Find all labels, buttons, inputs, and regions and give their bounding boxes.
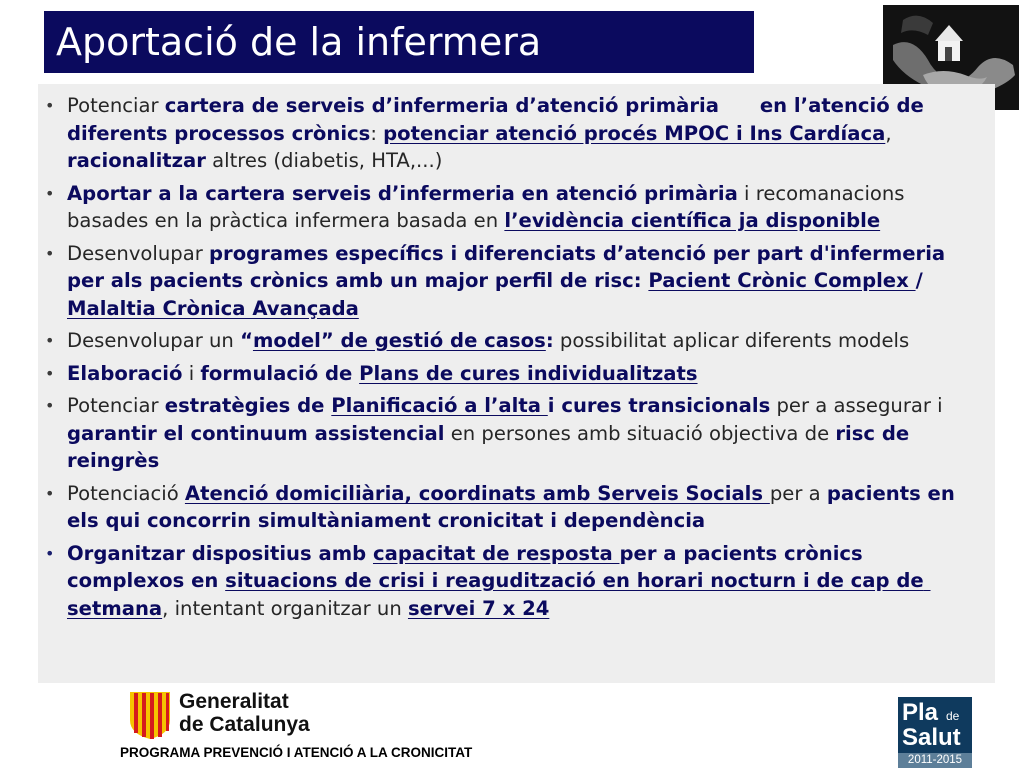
bullet-text: : [545, 329, 554, 352]
bullet-text: Potenciar [67, 394, 165, 417]
logo-line1: Generalitat [179, 690, 289, 713]
bullet-text: estratègies de [164, 394, 332, 417]
bullet-text: possibilitat aplicar diferents models [553, 329, 910, 352]
bullet-text: garantir el continuum assistencial [67, 421, 445, 445]
bullet-text: : [370, 121, 384, 145]
bullet-text: per a pacients crònics complexos en [67, 541, 870, 592]
bullet-item [38, 180, 985, 235]
bullet-text: , [885, 121, 898, 145]
bullet-item [38, 480, 985, 535]
bullet-text: Desenvolupar un [67, 329, 241, 352]
content-panel [38, 84, 995, 683]
bullet-text: Potenciació [67, 481, 185, 505]
bullet-text: l’evidència científica ja disponible [504, 209, 881, 232]
pla-de: de [946, 709, 960, 723]
bullet-text: i recomanacions basades en la pràctica infermera basada en [67, 181, 911, 232]
bullet-text: altres (diabetis, HTA,...) [205, 149, 443, 172]
bullet-text: cartera de serveis d’infermeria d’atenció primària en l’atenció de diferents processos crònics [67, 94, 931, 145]
bullet-text: formulació de [200, 361, 360, 385]
pla-word: Pla [902, 699, 939, 726]
program-name: PROGRAMA PREVENCIÓ I ATENCIÓ A LA CRONICITAT [120, 745, 473, 760]
bullet-text: servei 7 x 24 [407, 596, 550, 620]
pla-years: 2011-2015 [898, 753, 972, 768]
generalitat-shield-icon [128, 690, 172, 740]
bullet-text: Aportar a la cartera serveis d’infermeria en atenció primària [67, 181, 738, 205]
bullet-text: Pacient Crònic Complex [648, 269, 916, 292]
bullet-text: Atenció domiciliària, coordinats amb Serveis Socials [184, 481, 770, 505]
bullet-item [38, 92, 985, 175]
bullet-item [38, 327, 985, 355]
bullet-text: situacions de crisi i reagudització en horari nocturn i de cap de setmana [67, 569, 931, 620]
bullet-text: i cures transicionals [547, 394, 771, 417]
bullet-text: per a [769, 481, 827, 505]
bullet-text: Planificació a l’alta [331, 394, 548, 417]
bullet-text: i [182, 361, 201, 385]
bullet-item [38, 360, 985, 388]
bullet-text: pacients en els qui concorrin simultàniament cronicitat i dependència [67, 481, 962, 532]
bullet-list [38, 84, 995, 622]
bullet-text: Malaltia Crònica Avançada [67, 296, 359, 320]
bullet-text: model” de gestió de casos [252, 329, 546, 352]
bullet-text: Elaboració [67, 361, 183, 385]
bullet-text: “ [240, 329, 253, 352]
slide-title: Aportació de la infermera [44, 11, 754, 73]
logo-line2: de Catalunya [179, 713, 310, 736]
generalitat-wordmark [179, 690, 310, 736]
bullet-text: racionalitzar [67, 149, 206, 172]
bullet-text: programes específics i diferenciats d’atenció per part d'infermeria per als pacients crònics amb un major perfil de risc: [67, 241, 952, 292]
bullet-text: Plans de cures individualitzats [359, 361, 698, 385]
bullet-text: per a assegurar i [770, 394, 949, 417]
bullet-item [38, 540, 985, 623]
pla-de-salut-logo [898, 697, 972, 768]
bullet-item [38, 240, 985, 323]
bullet-item [38, 392, 985, 475]
bullet-text: Organitzar dispositius amb [67, 541, 373, 565]
bullet-text: en persones amb situació objectiva de [444, 421, 836, 445]
bullet-text: Desenvolupar [67, 241, 209, 265]
bullet-text: capacitat de resposta [372, 541, 620, 565]
bullet-text: potenciar atenció procés MPOC i Ins Cardíaca [383, 121, 886, 145]
bullet-text: , intentant organitzar un [162, 596, 408, 620]
bullet-text: / [915, 269, 930, 292]
bullet-text: risc de reingrès [67, 421, 917, 472]
generalitat-logo [128, 690, 338, 742]
pla-salut: Salut [902, 724, 961, 751]
bullet-text: Potenciar [67, 94, 165, 117]
